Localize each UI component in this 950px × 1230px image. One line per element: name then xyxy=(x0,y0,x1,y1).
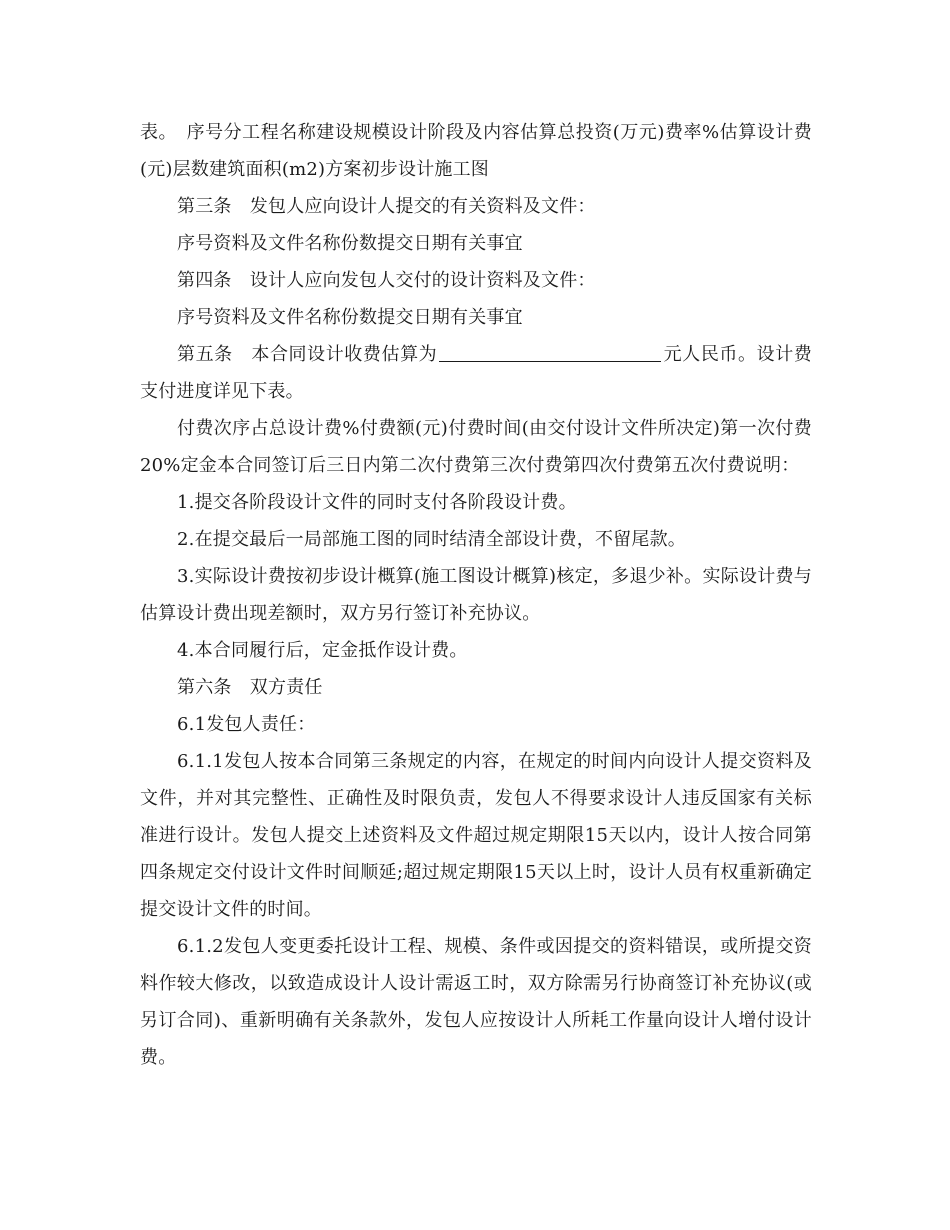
fee-amount-blank xyxy=(439,343,661,362)
clause-6-1-2: 6.1.2发包人变更委托设计工程、规模、条件或因提交的资料错误，或所提交资料作较大修改，以致造成设计人设计需返工时，双方除需另行协商签订补充协议(或另订合同)、重新明确有关条款外，发包人应按设计人所耗工作量向设计人增付设计费。 xyxy=(140,936,812,1068)
article-5-text-after: 元人民币。设计费支付进度详见下表。 xyxy=(140,344,812,402)
article-5-text-before: 第五条 本合同设计收费估算为 xyxy=(177,344,438,365)
article-6-heading: 第六条 双方责任 xyxy=(177,677,323,698)
article-3-table-header: 序号资料及文件名称份数提交日期有关事宜 xyxy=(177,233,523,254)
note-item-1: 1.提交各阶段设计文件的同时支付各阶段设计费。 xyxy=(177,492,577,513)
note-item-4: 4.本合同履行后，定金抵作设计费。 xyxy=(177,640,468,661)
note-item-3: 3.实际设计费按初步设计概算(施工图设计概算)核定，多退少补。实际设计费与估算设计费出现差额时，双方另行签订补充协议。 xyxy=(140,566,812,624)
table-header-paragraph: 表。 序号分工程名称建设规模设计阶段及内容估算总投资(万元)费率%估算设计费(元)层数建筑面积(m2)方案初步设计施工图 xyxy=(140,122,812,180)
article-4-heading: 第四条 设计人应向发包人交付的设计资料及文件： xyxy=(177,270,596,291)
section-6-1-heading: 6.1发包人责任： xyxy=(177,714,316,735)
clause-6-1-1: 6.1.1发包人按本合同第三条规定的内容，在规定的时间内向设计人提交资料及文件，并对其完整性、正确性及时限负责，发包人不得要求设计人违反国家有关标准进行设计。发包人提交上述资料及文件超过规定期限15天以内，设计人按合同第四条规定交付设计文件时间顺延;超过规定期限15天以上时，设计人员有权重新确定提交设计文件的时间。 xyxy=(140,751,812,920)
article-4-table-header: 序号资料及文件名称份数提交日期有关事宜 xyxy=(177,307,523,328)
article-3-heading: 第三条 发包人应向设计人提交的有关资料及文件： xyxy=(177,196,596,217)
payment-table-paragraph: 付费次序占总设计费%付费额(元)付费时间(由交付设计文件所决定)第一次付费20%定金本合同签订后三日内第二次付费第三次付费第四次付费第五次付费说明： xyxy=(140,418,812,476)
article-5-paragraph xyxy=(140,336,812,410)
note-item-2: 2.在提交最后一局部施工图的同时结清全部设计费，不留尾款。 xyxy=(177,529,686,550)
document-body xyxy=(140,114,812,1076)
